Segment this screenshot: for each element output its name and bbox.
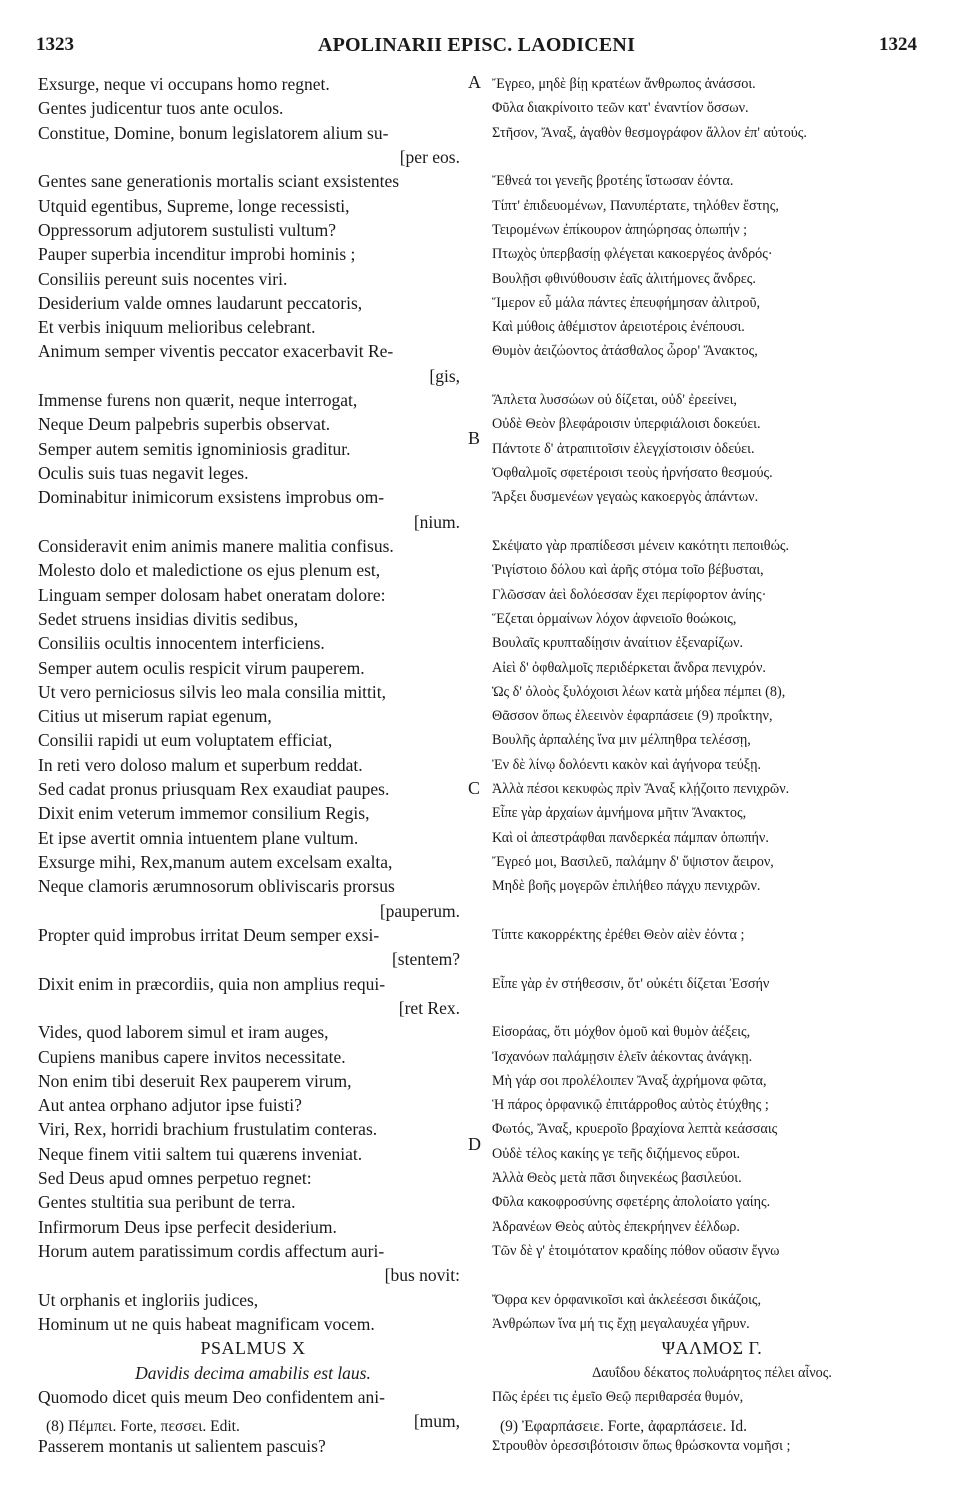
greek-line: Δαυΐδου δέκατος πολυάρητος πέλει αἶνος. [592,1364,832,1381]
greek-line: Ἐν δὲ λίνῳ δολόεντι κακὸν καὶ ἀγήνορα τεύξῃ. [492,756,762,773]
latin-column [38,72,468,1458]
latin-line: Consiliis pereunt suis nocentes viri. [38,268,288,289]
latin-line: Sed Deus apud omnes perpetuo regnet: [38,1168,312,1189]
page-number-left: 1323 [36,34,74,55]
greek-line: Στῆσον, Ἄναξ, ἀγαθὸν θεσμογράφον ἄλλον ἐπ' αὐτούς. [492,124,807,141]
latin-line: Et verbis iniquum melioribus celebrant. [38,317,316,338]
greek-line: Εἶπε γὰρ ἀρχαίων ἀμνήμονα μῆτιν Ἄνακτος, [492,805,747,822]
greek-line: Ὀφθαλμοῖς σφετέροισι τεοὺς ἠρνήσατο θεσμούς. [492,465,773,481]
greek-line: Βουλαῖς κρυπταδίῃσιν ἀναίτιον ἐξεναρίζων. [492,635,744,652]
latin-line: Citius ut miserum rapiat egenum, [38,706,272,727]
latin-line: Molesto dolo et maledictione os ejus plenum est, [38,560,381,581]
greek-line: Φωτός, Ἄναξ, κρυεροῖο βραχίονα λεπτὰ κεάσσαις [492,1121,778,1138]
greek-line: Ἔγρεό μοι, Βασιλεῦ, παλάμην δ' ὕψιστον ἄειρον, [492,854,774,870]
greek-line: Ἄρξει δυσμενέων γεγαὼς κακοεργὸς ἁπάντων. [492,489,759,506]
greek-line: Οὐδὲ Θεὸν βλεφάροισιν ὑπερφιάλοισι δοκεύει. [492,416,761,433]
greek-line: Καὶ οἱ ἀπεστράφθαι πανδερκέα πάμπαν ὀπωπήν. [492,829,769,846]
greek-line: Μὴ γάρ σοι προλέλοιπεν Ἄναξ ἀχρήμονα φῶτα, [492,1072,767,1089]
latin-line: Oppressorum adjutorem sustulisti vultum? [38,219,336,240]
latin-line: Sed cadat pronus priusquam Rex exaudiat paupes. [38,779,390,800]
latin-line: Dixit enim veterum immemor consilium Regis, [38,803,370,824]
greek-line: Ἵμερον εὖ μάλα πάντες ἐπευφήμησαν ἀλιτροῦ, [492,294,761,311]
latin-line: Passerem montanis ut salientem pascuis? [38,1435,326,1456]
footnote-left: (8) Πέμπει. Forte, πεσσει. Edit. [46,1418,240,1435]
greek-column [492,72,932,1458]
greek-line: Ἰσχανόων παλάμῃσιν ἑλεῖν ἀέκοντας ἀνάγκῃ. [492,1048,753,1065]
greek-line: Γλῶσσαν ἀεὶ δολόεσσαν ἔχει περίφορτον ἀνίης· [492,586,767,603]
greek-line: Στρουθὸν ὀρεσσιβότοισιν ὅπως θρώσκοντα νομῆσι ; [492,1437,791,1454]
greek-line: Εἶπε γὰρ ἐν στήθεσσιν, ὅτ' οὐκέτι δίζεται Ἐσσήν [492,975,770,992]
greek-line: Ἔγρεο, μηδὲ βίῃ κρατέων ἄνθρωπος ἀνάσσοι. [492,76,756,92]
latin-line: Oculis suis tuas negavit leges. [38,463,249,483]
greek-line: Τῶν δὲ γ' ἑτοιμότατον κραδίης πόθον οὔασιν ἔγνω [492,1243,780,1259]
greek-line: Βουλῆς ἁρπαλέης ἵνα μιν μέλπηθρα τελέσσῃ, [492,732,751,749]
greek-line: Ἀνθρώπων ἵνα μή τις ἔχῃ μεγαλαυχέα γῆρυν. [492,1315,750,1332]
latin-line: Immense furens non quærit, neque interrogat, [38,390,358,411]
latin-line: [gis, [429,365,460,386]
greek-line: Ῥιγίστοιο δόλου καὶ ἀρῆς στόμα τοῖο βέβυσται, [492,562,764,579]
latin-line: Constitue, Domine, bonum legislatorem alium su- [38,122,389,143]
greek-line: Τίπτε κακορρέκτης ἐρέθει Θεὸν αἰὲν ἐόντα ; [492,926,745,943]
latin-line: Infirmorum Deus ipse perfecit desiderium. [38,1216,337,1237]
greek-line: Μηδὲ βοῆς μογερῶν ἐπιλήθεο πάγχυ πενιχρῶν. [492,878,761,895]
greek-line: Φῦλα διακρίνοιτο τεῶν κατ' ἐναντίον ὄσσων. [492,100,749,117]
greek-line [492,947,932,971]
latin-line: Exsurge mihi, Rex,manum autem excelsam exalta, [38,852,393,872]
latin-line: Desiderium valde omnes laudarunt peccatoris, [38,292,363,313]
latin-line: PSALMUS X [200,1338,306,1359]
greek-line: Εἰσοράας, ὅτι μόχθον ὁμοῦ καὶ θυμὸν ἀέξεις, [492,1024,751,1041]
greek-line: ΨΑΛΜΟΣ Γ. [661,1338,763,1359]
latin-line: Ut orphanis et ingloriis judices, [38,1289,259,1310]
section-marker-d: D [468,1134,481,1154]
latin-line: Et ipse avertit omnia intuentem plane vultum. [38,827,359,848]
latin-line: Gentes sane generationis mortalis sciant exsistentes [38,171,400,192]
latin-line: Gentes judicentur tuos ante oculos. [38,98,284,119]
greek-line: Ἀδρανέων Θεὸς αὐτὸς ἐπεκρήηνεν ἐέλδωρ. [492,1218,740,1235]
latin-line: Consilii rapidi ut eum voluptatem efficiat, [38,730,333,751]
latin-line: Ut vero perniciosus silvis leo mala consilia mittit, [38,681,387,702]
latin-line: [bus novit: [384,1265,460,1286]
greek-line: Καὶ μύθοις ἀθέμιστον ἀρειοτέροις ἐνέπουσι. [492,319,745,336]
section-marker-c: C [468,778,481,798]
greek-line: Ἕζεται ὁρμαίνων λόχον ἀφνειοῖο θοώκοις, [492,610,737,627]
latin-line: Propter quid improbus irritat Deum semper exsi- [38,924,380,945]
latin-line: Cupiens manibus capere invitos necessitate. [38,1046,346,1067]
greek-line [492,145,932,169]
latin-line: Pauper superbia incenditur improbi hominis ; [38,244,356,265]
latin-line: In reti vero doloso malum et superbum reddat. [38,754,363,775]
greek-line: Πτωχὸς ὑπερβασίῃ φλέγεται κακοεργέος ἀνδρός· [492,246,773,263]
footnote-right: (9) Ἐφαρπάσειε. Forte, ἀφαρπάσειε. Id. [500,1418,748,1435]
latin-line: Dominabitur inimicorum exsistens improbus om- [38,487,385,508]
latin-line: [ret Rex. [398,997,460,1018]
greek-line [492,1263,932,1287]
latin-line: Semper autem oculis respicit virum pauperem. [38,657,365,678]
greek-line: Πῶς ἐρέει τις ἐμεῖο Θεῷ περιθαρσέα θυμόν, [492,1388,744,1405]
section-marker-a: A [468,72,481,92]
latin-line: Aut antea orphano adjutor ipse fuisti? [38,1095,302,1116]
latin-line: Davidis decima amabilis est laus. [135,1362,371,1383]
running-title: APOLINARII EPISC. LAODICENI [317,34,636,56]
greek-line: Θυμὸν ἀειζώοντος ἀτάσθαλος ὦρορ' Ἄνακτος, [492,343,758,360]
latin-line: [pauperum. [379,900,460,921]
latin-line: Viri, Rex, horridi brachium frustulatim conteras. [38,1119,378,1140]
latin-line: Semper autem semitis ignominiosis graditur. [38,438,351,459]
greek-line: Ὡς δ' ὀλοὸς ξυλόχοισι λέων κατὰ μήδεα πέμπει (8), [492,683,786,700]
greek-line: Σκέψατο γὰρ πραπίδεσσι μένειν κακότητι πεποιθώς. [492,537,790,554]
greek-line [492,996,932,1020]
greek-line [492,899,932,923]
greek-line: Οὐδὲ τέλος κακίης γε τεῆς διζήμενος εὕροι. [492,1145,741,1162]
latin-line: [per eos. [399,146,460,167]
latin-line: Exsurge, neque vi occupans homo regnet. [38,74,330,94]
latin-line: Neque finem vitii saltem tui quærens inveniat. [38,1143,363,1164]
greek-line: Τίπτ' ἐπιδευομένων, Πανυπέρτατε, τηλόθεν ἔστης, [492,197,779,214]
greek-line: Θᾶσσον ὅπως ἐλεεινὸν ἐφαρπάσειε (9) προΐκτην, [492,708,773,725]
latin-line: [nium. [413,511,460,532]
greek-line: Βουλῇσι φθινύθουσιν ἑαῖς ἀλιτήμονες ἄνδρες. [492,270,756,287]
page-number-right: 1324 [879,34,917,55]
greek-line [492,364,932,388]
latin-line: Neque Deum palpebris superbis observat. [38,414,331,435]
greek-line: Ἀλλὰ Θεὸς μετὰ πᾶσι διηνεκέως βασιλεύοι. [492,1170,742,1187]
greek-line: Αἰεὶ δ' ὀφθαλμοῖς περιδέρκεται ἄνδρα πενιχρόν. [492,659,766,676]
latin-line: Consideravit enim animis manere malitia confisus. [38,535,394,556]
latin-line: Sedet struens insidias divitis sedibus, [38,608,299,629]
greek-line [492,510,932,534]
latin-line: Gentes stultitia sua peribunt de terra. [38,1192,296,1213]
greek-line: Φῦλα κακοφροσύνης σφετέρης ἀπολοίατο γαίης. [492,1194,771,1211]
greek-line: Ἔθνεά τοι γενεῆς βροτέης ἴστωσαν ἐόντα. [492,173,734,190]
latin-line: Animum semper viventis peccator exacerbavit Re- [38,341,394,362]
greek-line: Ἡ πάρος ὀρφανικῷ ἐπιτάρροθος αὐτὸς ἐτύχθης ; [492,1097,769,1114]
latin-line: [mum, [413,1411,460,1432]
greek-line: Πάντοτε δ' ἀτραπιτοῖσιν ἐλεγχίστοισιν ὁδεύει. [492,440,755,457]
greek-line: Ὄφρα κεν ὀρφανικοῖσι καὶ ἀκλεέεσσι δικάζοις, [492,1291,762,1308]
greek-line: Τειρομένων ἐπίκουρον ἀπηώρησας ὀπωπήν ; [492,221,748,238]
latin-line: Quomodo dicet quis meum Deo confidentem ani- [38,1386,386,1407]
latin-line: Consiliis ocultis innocentem interficiens. [38,633,325,654]
greek-line: Ἀλλὰ πέσοι κεκυφὼς πρὶν Ἄναξ κλῄζοιτο πενιχρῶν. [492,781,790,798]
section-marker-b: B [468,428,481,448]
latin-line: Utquid egentibus, Supreme, longe recessisti, [38,195,350,216]
latin-line: Hominum ut ne quis habeat magnificam vocem. [38,1313,375,1334]
latin-line: Horum autem paratissimum cordis affectum auri- [38,1241,385,1261]
greek-line: Ἄπλετα λυσσώων οὐ δίζεται, οὐδ' ἐρεείνει, [492,392,737,409]
latin-line: [stentem? [391,949,460,970]
latin-line: Neque clamoris ærumnosorum obliviscaris prorsus [38,876,395,897]
latin-line: Linguam semper dolosam habet oneratam dolore: [38,584,386,605]
latin-line: Non enim tibi deseruit Rex pauperem virum, [38,1070,352,1091]
latin-line: Dixit enim in præcordiis, quia non amplius requi- [38,973,386,994]
latin-line: Vides, quod laborem simul et iram auges, [38,1022,329,1043]
